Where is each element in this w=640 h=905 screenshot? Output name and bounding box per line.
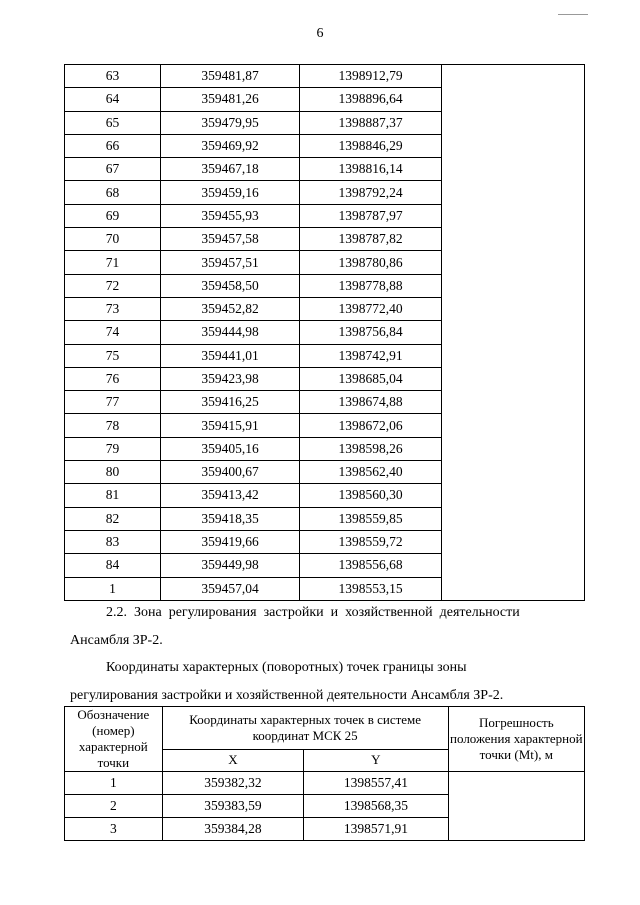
error-cell <box>448 772 584 841</box>
y-coordinate-cell: 1398556,68 <box>300 554 442 577</box>
y-coordinate-cell: 1398742,91 <box>300 344 442 367</box>
x-coordinate-cell: 359479,95 <box>161 111 300 134</box>
point-number-cell: 63 <box>65 65 161 88</box>
y-coordinate-cell: 1398559,85 <box>300 507 442 530</box>
point-number-cell: 79 <box>65 437 161 460</box>
x-coordinate-cell: 359458,50 <box>161 274 300 297</box>
table-row <box>65 772 585 795</box>
x-coordinate-cell: 359400,67 <box>161 461 300 484</box>
x-coordinate-cell: 359444,98 <box>161 321 300 344</box>
point-number-cell: 75 <box>65 344 161 367</box>
point-number-cell: 84 <box>65 554 161 577</box>
x-coordinate-cell: 359481,87 <box>161 65 300 88</box>
y-coordinate-cell: 1398792,24 <box>300 181 442 204</box>
y-coordinate-cell: 1398571,91 <box>304 818 449 841</box>
point-number-cell: 1 <box>65 577 161 600</box>
y-coordinate-cell: 1398787,97 <box>300 204 442 227</box>
point-number-cell: 68 <box>65 181 161 204</box>
x-coordinate-cell: 359449,98 <box>161 554 300 577</box>
section-heading <box>70 599 582 655</box>
y-coordinate-cell: 1398787,82 <box>300 228 442 251</box>
x-coordinate-cell: 359423,98 <box>161 367 300 390</box>
section-heading-line-2: Ансамбля ЗР-2. <box>70 633 163 648</box>
y-coordinate-cell: 1398912,79 <box>300 65 442 88</box>
header-point-number: Обозначение (номер) характерной точки <box>65 707 163 772</box>
page-number: 6 <box>316 26 324 41</box>
point-number-cell: 78 <box>65 414 161 437</box>
x-coordinate-cell: 359457,04 <box>161 577 300 600</box>
table-row <box>65 65 585 88</box>
point-number-cell: 80 <box>65 461 161 484</box>
section-heading-line-1: 2.2. Зона регулирования застройки и хозяйственной деятельности <box>106 605 520 620</box>
point-number-cell: 82 <box>65 507 161 530</box>
point-number-cell: 65 <box>65 111 161 134</box>
x-coordinate-cell: 359418,35 <box>161 507 300 530</box>
y-coordinate-cell: 1398756,84 <box>300 321 442 344</box>
x-coordinate-cell: 359413,42 <box>161 484 300 507</box>
section-intro-line-2: регулирования застройки и хозяйственной деятельности Ансамбля ЗР-2. <box>70 688 504 703</box>
point-number-cell: 3 <box>65 818 163 841</box>
zone-coordinates-table <box>64 706 585 841</box>
x-coordinate-cell: 359416,25 <box>161 391 300 414</box>
x-coordinate-cell: 359382,32 <box>162 772 303 795</box>
x-coordinate-cell: 359419,66 <box>161 530 300 553</box>
x-coordinate-cell: 359467,18 <box>161 158 300 181</box>
point-number-cell: 2 <box>65 795 163 818</box>
point-number-cell: 81 <box>65 484 161 507</box>
point-number-cell: 71 <box>65 251 161 274</box>
y-coordinate-cell: 1398562,40 <box>300 461 442 484</box>
y-coordinate-cell: 1398887,37 <box>300 111 442 134</box>
y-coordinate-cell: 1398557,41 <box>304 772 449 795</box>
section-intro-line-1: Координаты характерных (поворотных) точек границы зоны <box>106 660 467 675</box>
y-coordinate-cell: 1398568,35 <box>304 795 449 818</box>
x-coordinate-cell: 359455,93 <box>161 204 300 227</box>
y-coordinate-cell: 1398685,04 <box>300 367 442 390</box>
y-coordinate-cell: 1398896,64 <box>300 88 442 111</box>
point-number-cell: 74 <box>65 321 161 344</box>
point-number-cell: 69 <box>65 204 161 227</box>
point-number-cell: 64 <box>65 88 161 111</box>
y-coordinate-cell: 1398816,14 <box>300 158 442 181</box>
section-intro <box>70 654 582 710</box>
coordinates-table-continued <box>64 64 585 601</box>
header-y: Y <box>304 749 449 771</box>
y-coordinate-cell: 1398553,15 <box>300 577 442 600</box>
y-coordinate-cell: 1398778,88 <box>300 274 442 297</box>
x-coordinate-cell: 359481,26 <box>161 88 300 111</box>
x-coordinate-cell: 359459,16 <box>161 181 300 204</box>
point-number-cell: 72 <box>65 274 161 297</box>
corner-mark <box>558 14 588 15</box>
point-number-cell: 70 <box>65 228 161 251</box>
x-coordinate-cell: 359469,92 <box>161 134 300 157</box>
header-error: Погрешность положения характерной точки (Mt), м <box>448 707 584 772</box>
x-coordinate-cell: 359457,58 <box>161 228 300 251</box>
y-coordinate-cell: 1398674,88 <box>300 391 442 414</box>
x-coordinate-cell: 359457,51 <box>161 251 300 274</box>
header-x: X <box>162 749 303 771</box>
y-coordinate-cell: 1398772,40 <box>300 297 442 320</box>
y-coordinate-cell: 1398559,72 <box>300 530 442 553</box>
y-coordinate-cell: 1398780,86 <box>300 251 442 274</box>
x-coordinate-cell: 359452,82 <box>161 297 300 320</box>
point-number-cell: 76 <box>65 367 161 390</box>
y-coordinate-cell: 1398598,26 <box>300 437 442 460</box>
x-coordinate-cell: 359405,16 <box>161 437 300 460</box>
error-cell <box>442 65 585 601</box>
y-coordinate-cell: 1398560,30 <box>300 484 442 507</box>
x-coordinate-cell: 359441,01 <box>161 344 300 367</box>
x-coordinate-cell: 359383,59 <box>162 795 303 818</box>
x-coordinate-cell: 359384,28 <box>162 818 303 841</box>
point-number-cell: 1 <box>65 772 163 795</box>
x-coordinate-cell: 359415,91 <box>161 414 300 437</box>
point-number-cell: 83 <box>65 530 161 553</box>
point-number-cell: 77 <box>65 391 161 414</box>
y-coordinate-cell: 1398846,29 <box>300 134 442 157</box>
point-number-cell: 67 <box>65 158 161 181</box>
point-number-cell: 66 <box>65 134 161 157</box>
header-coordinates: Координаты характерных точек в системе координат МСК 25 <box>162 707 448 750</box>
y-coordinate-cell: 1398672,06 <box>300 414 442 437</box>
point-number-cell: 73 <box>65 297 161 320</box>
